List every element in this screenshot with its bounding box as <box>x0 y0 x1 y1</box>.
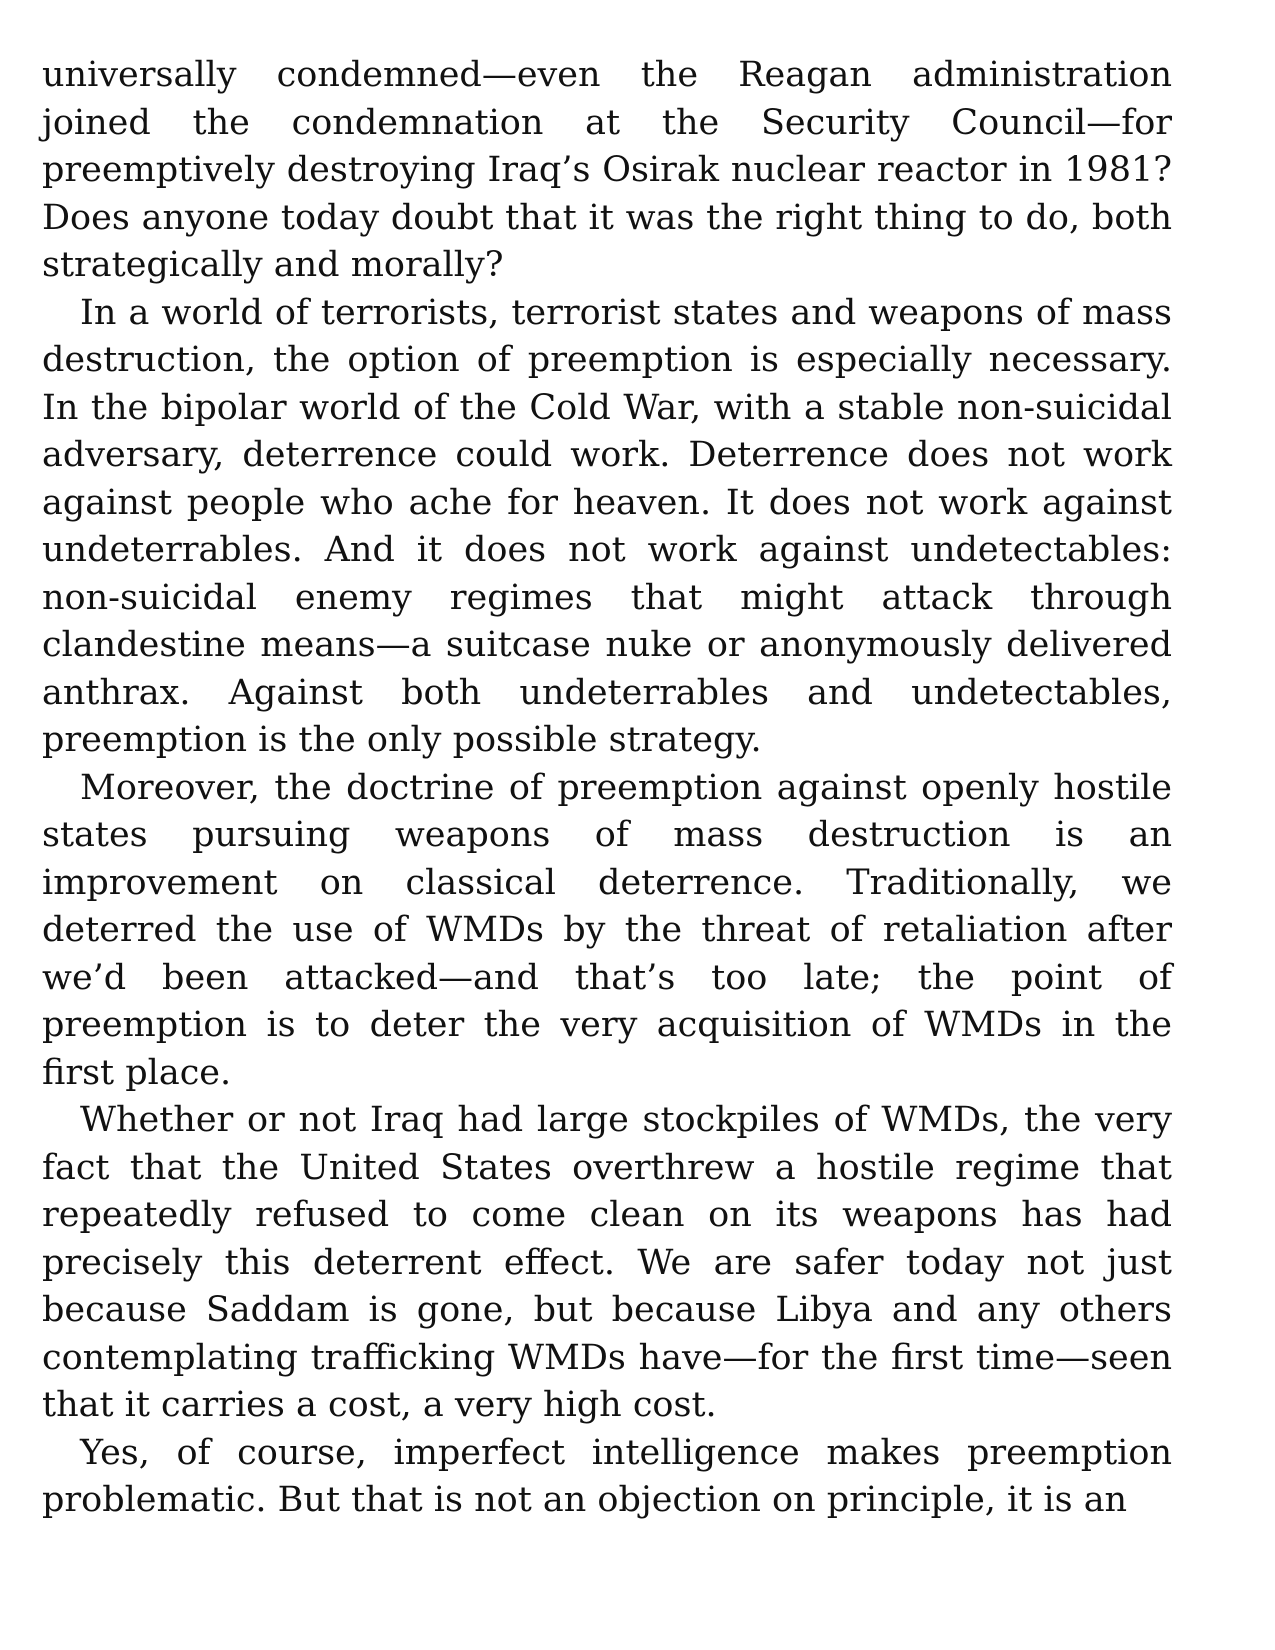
document-page <box>42 52 1172 1525</box>
paragraph-4: Whether or not Iraq had large stockpiles of WMDs, the very fact that the United States overthrew a hostile regime that repeatedly refused to come clean on its weapons has had precisely this deterrent effect. We are safer today not just because Saddam is gone, but because Libya and any others contemplating trafficking WMDs have—for the first time—seen that it carries a cost, a very high cost. <box>42 1100 1172 1425</box>
paragraph-2: In a world of terrorists, terrorist states and weapons of mass destruction, the option of preemption is especially necessary. In the bipolar world of the Cold War, with a stable non-suicidal adversary, deterrence could work. Deterrence does not work against people who ache for heaven. It does not work against undeterrables. And it does not work against undetectables: non-suicidal enemy regimes that might attack through clandestine means—a suitcase nuke or anonymously delivered anthrax. Against both undeterrables and undetectables, preemption is the only possible strategy. <box>42 292 1172 760</box>
paragraph-5: Yes, of course, imperfect intelligence makes preemption problematic. But that is not an objection on principle, it is an <box>42 1432 1172 1520</box>
paragraph-1: universally condemned—even the Reagan administration joined the condemnation at the Security Council—for preemptively destroying Iraq’s Osirak nuclear reactor in 1981? Does anyone today doubt that it was the right thing to do, both strategically and morally? <box>42 55 1172 285</box>
paragraph-3: Moreover, the doctrine of preemption against openly hostile states pursuing weapons of mass destruction is an improvement on classical deterrence. Traditionally, we deterred the use of WMDs by the threat of retaliation after we’d been attacked—and that’s too late; the point of preemption is to deter the very acquisition of WMDs in the first place. <box>42 767 1172 1093</box>
